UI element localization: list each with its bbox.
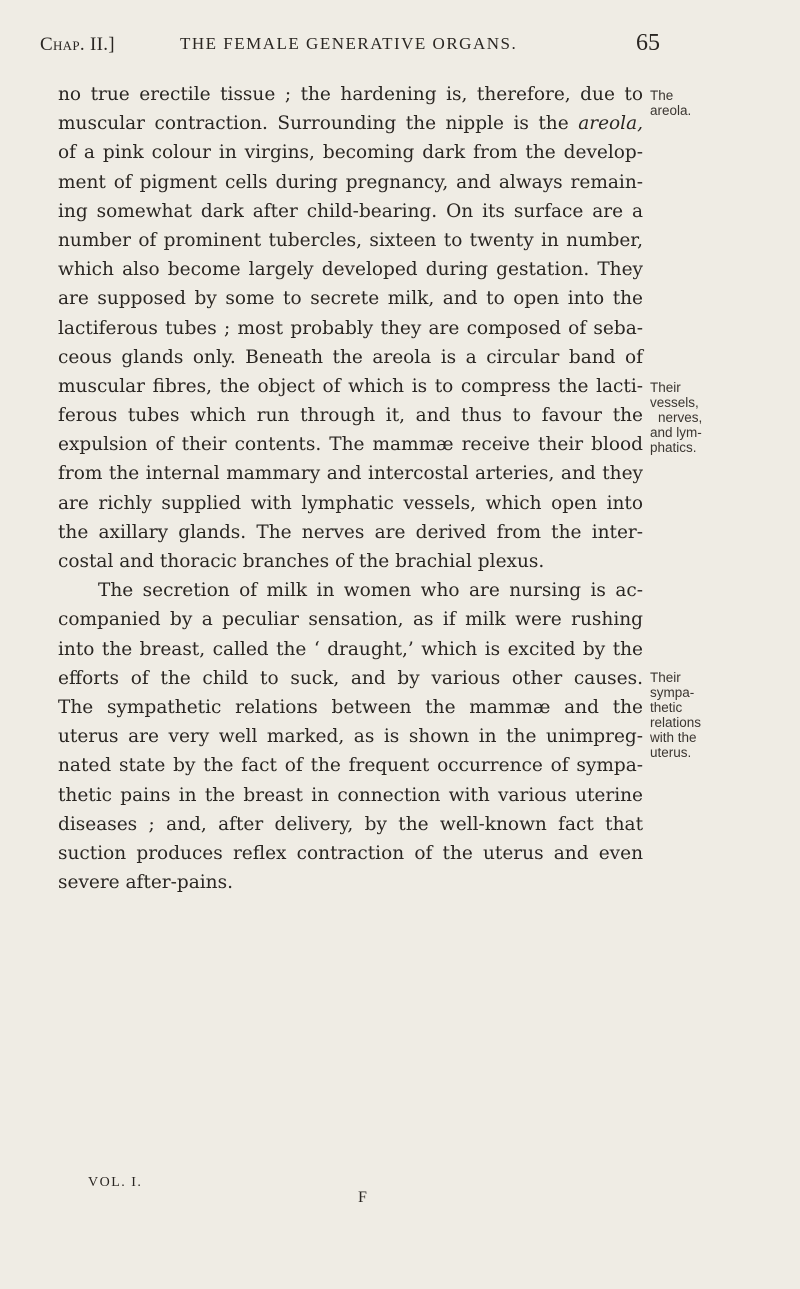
text-line: muscular fibres, the object of which is to compress the lacti- xyxy=(58,375,643,397)
margin-note-line: Their xyxy=(650,380,681,395)
margin-note-line: The xyxy=(650,88,674,103)
running-title: THE FEMALE GENERATIVE ORGANS. xyxy=(180,34,518,53)
margin-note-line: Their xyxy=(650,670,681,685)
body-text xyxy=(58,80,643,897)
signature-mark: F xyxy=(358,1189,367,1206)
margin-note-vessels xyxy=(650,380,800,455)
text-line: efforts of the child to suck, and by various other causes. xyxy=(58,667,643,689)
text-line: from the internal mammary and intercostal arteries, and they xyxy=(58,463,643,485)
margin-note-line: phatics. xyxy=(650,440,697,455)
margin-note-line: sympa- xyxy=(650,685,695,700)
text-line: companied by a peculiar sensation, as if milk were rushing xyxy=(58,609,643,631)
page-header xyxy=(40,30,660,64)
margin-note-sympathetic xyxy=(650,670,800,760)
text-line: into the breast, called the ‘ draught,’ which is excited by the xyxy=(58,638,643,660)
margin-note-line: with the xyxy=(650,730,697,745)
text-line: ferous tubes which run through it, and thus to favour the xyxy=(58,405,643,427)
text-line: which also become largely developed during gestation. They xyxy=(58,259,643,281)
margin-note-line: uterus. xyxy=(650,745,692,760)
page-footer xyxy=(58,1175,618,1215)
text-line: The sympathetic relations between the mammæ and the xyxy=(58,696,643,718)
text-line: ceous glands only. Beneath the areola is a circular band of xyxy=(58,346,643,368)
margin-note-areola xyxy=(650,88,800,118)
text-line: severe after-pains. xyxy=(58,872,233,894)
margin-note-line: nerves, xyxy=(658,410,703,425)
chapter-label: Chap. II.] xyxy=(40,34,115,55)
margin-note-line: and lym- xyxy=(650,425,702,440)
text-line: ment of pigment cells during pregnancy, and always remain- xyxy=(58,171,643,193)
text-line: the axillary glands. The nerves are derived from the inter- xyxy=(58,521,643,543)
text-line: muscular contraction. Surrounding the nipple is the areola, xyxy=(58,113,643,135)
text-line: of a pink colour in virgins, becoming dark from the develop- xyxy=(58,142,643,164)
text-line: thetic pains in the breast in connection with various uterine xyxy=(58,784,643,806)
margin-note-line: thetic xyxy=(650,700,683,715)
page-number: 65 xyxy=(636,30,660,56)
text-line: lactiferous tubes ; most probably they are composed of seba- xyxy=(58,317,643,339)
text-line: number of prominent tubercles, sixteen to twenty in number, xyxy=(58,229,643,251)
volume-label: VOL. I. xyxy=(88,1175,143,1190)
text-line: diseases ; and, after delivery, by the well-known fact that xyxy=(58,813,643,835)
text-line: ing somewhat dark after child-bearing. On its surface are a xyxy=(58,200,643,222)
text-line: are supposed by some to secrete milk, and to open into the xyxy=(58,288,643,310)
margin-note-line: vessels, xyxy=(650,395,699,410)
text-line: nated state by the fact of the frequent occurrence of sympa- xyxy=(58,755,643,777)
text-line: are richly supplied with lymphatic vessels, which open into xyxy=(58,492,643,514)
text-line: no true erectile tissue ; the hardening is, therefore, due to xyxy=(58,84,643,105)
italic-term: areola, xyxy=(578,113,643,135)
text-line: suction produces reflex contraction of the uterus and even xyxy=(58,842,643,864)
text-line: uterus are very well marked, as is shown in the unimpreg- xyxy=(58,726,643,748)
text-line: expulsion of their contents. The mammæ receive their blood xyxy=(58,434,643,456)
margin-note-line: relations xyxy=(650,715,702,730)
margin-note-line: areola. xyxy=(650,103,692,118)
text-line: costal and thoracic branches of the brachial plexus. xyxy=(58,551,545,572)
text-line: The secretion of milk in women who are nursing is ac- xyxy=(98,580,643,602)
